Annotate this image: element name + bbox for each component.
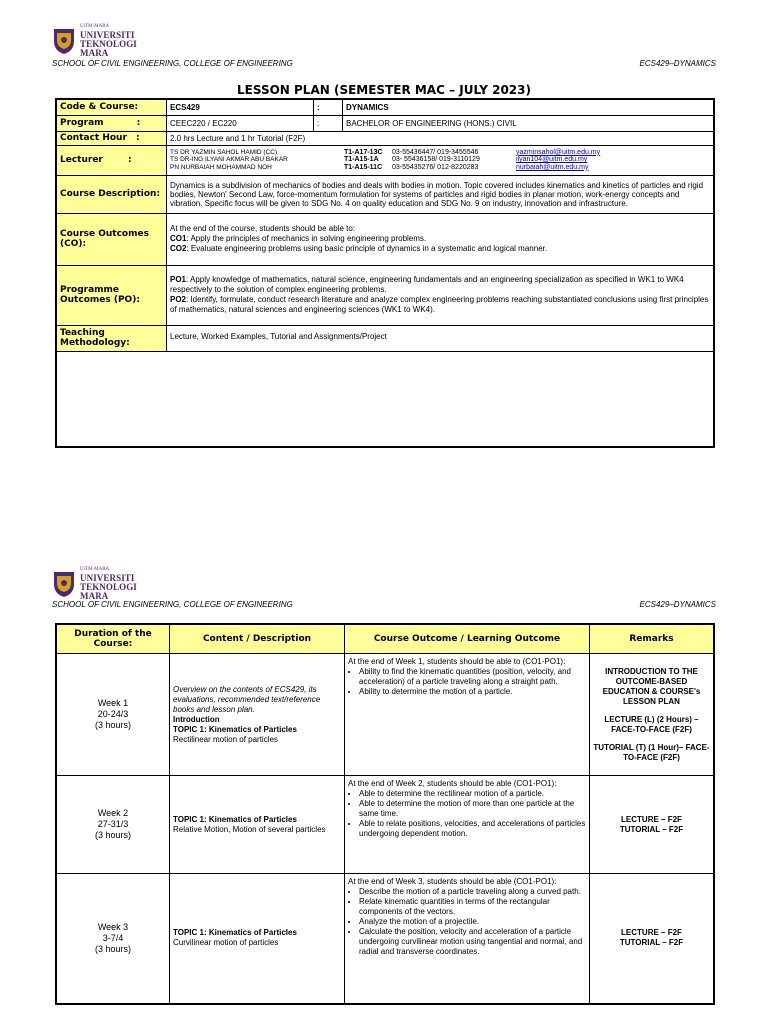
lecturer-room: T1-A17-13C	[344, 148, 383, 156]
lecturer-label: Lecturer :	[56, 145, 167, 175]
outcome-cell: At the end of Week 3, students should be able (CO1-PO1): • Describe the motion of a particle traveling along a curved path. • Relate kinematic quantities in terms of the rectangular components of the vectors. • Analyze the motion of a projectile. • Calculate the position, velocity and acceleration of a particle undergoing curvilinear motion using tangential and normal, and radial and transverse coordinates.	[345, 874, 590, 1004]
logo-top-text: UiTM·MARA	[80, 567, 110, 572]
content-cell: TOPIC 1: Kinematics of Particles Curvilinear motion of particles	[170, 874, 345, 1004]
course-code-header: ECS429–DYNAMICS	[639, 59, 716, 68]
lecturer-phone: 03- 55436158/ 019-3110129	[392, 156, 480, 164]
logo-top-text: UiTM·MARA	[80, 24, 110, 29]
list-item: • Able to determine the rectilinear motion of a particle.	[359, 789, 586, 799]
contact-label: Contact Hour :	[56, 131, 167, 145]
week-cell: Week 3 3-7/4 (3 hours)	[56, 874, 170, 1004]
week-cell: Week 1 20-24/3 (3 hours)	[56, 654, 170, 776]
outcome-cell: At the end of Week 2, students should be able (CO1-PO1): • Able to determine the rectilinear motion of a particle. • Able to determine the motion of more than one particle at the same time. • Able to relate positions, velocities, and accelerations of particles undergoing dependent motion.	[345, 776, 590, 874]
lecturer-room: T1-A15-11C	[344, 163, 383, 171]
lecturer-name: PN NURBAIAH MOHAMMAD NOH	[170, 163, 272, 171]
logo-line-3: MARA	[80, 48, 109, 58]
po-label: Programme Outcomes (PO):	[56, 265, 167, 325]
teaching-methodology: Lecture, Worked Examples, Tutorial and Assignments/Project	[167, 325, 715, 351]
lecturer-email-link[interactable]: nurbaiah@uitm.edu.my	[516, 163, 589, 171]
column-header: Duration of the Course:	[56, 624, 170, 654]
crest-icon	[52, 25, 76, 55]
course-name: DYNAMICS	[343, 99, 715, 115]
lecturer-phone: 03-55436447/ 019-3455546	[392, 148, 479, 156]
list-item: • Relate kinematic quantities in terms of the rectangular components of the vectors.	[359, 897, 586, 917]
colon: :	[314, 115, 343, 131]
table-row	[56, 654, 714, 776]
page-title: LESSON PLAN (SEMESTER MAC – JULY 2023)	[237, 83, 531, 97]
column-header: Remarks	[590, 624, 715, 654]
remarks-cell: LECTURE – F2F TUTORIAL – F2F	[590, 874, 715, 1004]
lecturer-email-link[interactable]: yazminsahol@uitm.edu.my	[516, 148, 601, 156]
colon: :	[314, 99, 343, 115]
course-code: ECS429	[167, 99, 314, 115]
lecturer-list	[170, 149, 710, 172]
list-item: • Able to determine the motion of more than one particle at the same time.	[359, 799, 586, 819]
lecturer-name: TS DR-ING ILYANI AKMAR ABU BAKAR	[170, 156, 288, 164]
logo-line-1: UNIVERSITI	[80, 30, 135, 40]
course-outcomes: At the end of the course, students should be able to: CO1: Apply the principles of mechanics in solving engineering problems. CO2: Evaluate engineering problems using basic principle of dynamics in a systematic and logical manner.	[167, 213, 715, 265]
list-item: • Able to relate positions, velocities, and accelerations of particles undergoing dependent motion.	[359, 819, 586, 839]
code-label: Code & Course:	[56, 99, 167, 115]
course-info-table	[55, 98, 715, 448]
programme-outcomes: PO1: Apply knowledge of mathematics, natural science, engineering fundamentals and an engineering specialization as specified in WK1 to WK4 respectively to the solution of complex engineering problems. PO2: Identify, formulate, conduct research literature and analyze complex engineering problems reaching substantiated conclusions using first principles of mathematics, natural sciences and engineering sciences (WK1 to WK4).	[167, 265, 715, 325]
list-item: • Calculate the position, velocity and acceleration of a particle undergoing curvilinear motion using tangential and normal, and radial and transverse coordinates.	[359, 927, 586, 957]
logo-line-3: MARA	[80, 591, 109, 601]
program-name: BACHELOR OF ENGINEERING (HONS.) CIVIL	[343, 115, 715, 131]
course-code-header: ECS429–DYNAMICS	[639, 600, 716, 609]
course-description: Dynamics is a subdivision of mechanics of bodies and deals with bodies in motion. Topic covered includes kinematics and kinetics of particles and rigid bodies, Newton' Second Law, force-momentum formulation for systems of particles and rigid bodies in planar motion, work-energy concepts and vibration. Specific focus will be given to SDG No. 4 on quality education and SDG No. 9 on industry, innovation and infrastructure.	[167, 175, 715, 213]
program-label: Program :	[56, 115, 167, 131]
list-item: • Describe the motion of a particle traveling along a curved path.	[359, 887, 586, 897]
content-cell: Overview on the contents of ECS429, its evaluations, recommended text/reference books and lesson plan. Introduction TOPIC 1: Kinematics of Particles Rectilinear motion of particles	[170, 654, 345, 776]
column-header: Course Outcome / Learning Outcome	[345, 624, 590, 654]
list-item: • Analyze the motion of a projectile.	[359, 917, 586, 927]
lecturer-room: T1-A15-1A	[344, 156, 379, 164]
school-name: SCHOOL OF CIVIL ENGINEERING, COLLEGE OF ENGINEERING	[52, 59, 293, 68]
lecturer-email-link[interactable]: ilyan104@uitm.edu.my	[516, 156, 588, 164]
table-row	[56, 776, 714, 874]
contact-hours: 2.0 hrs Lecture and 1 hr Tutorial (F2F)	[167, 131, 715, 145]
remarks-cell: INTRODUCTION TO THE OUTCOME-BASED EDUCATION & COURSE's LESSON PLAN LECTURE (L) (2 Hours) – FACE-TO-FACE (F2F) TUTORIAL (T) (1 Hour)– FACE-TO-FACE (F2F)	[590, 654, 715, 776]
list-item: • Ability to find the kinematic quantities (position, velocity, and acceleration) of a particle traveling along a straight path.	[359, 667, 586, 687]
lecturer-phone: 03-55435276/ 012-8220283	[392, 163, 479, 171]
university-logo	[52, 565, 137, 601]
university-logo	[52, 22, 137, 58]
page-header	[52, 600, 716, 609]
weekly-schedule-table	[55, 623, 715, 1005]
program-code: CEEC220 / EC220	[167, 115, 314, 131]
logo-line-1: UNIVERSITI	[80, 573, 135, 583]
table-row	[56, 874, 714, 1004]
content-cell: TOPIC 1: Kinematics of Particles Relative Motion, Motion of several particles	[170, 776, 345, 874]
lecturer-name: TS DR YAZMIN SAHOL HAMID (CC)	[170, 148, 278, 156]
list-item: • Ability to determine the motion of a particle.	[359, 687, 586, 697]
description-label: Course Description:	[56, 175, 167, 213]
methodology-label: Teaching Methodology:	[56, 325, 167, 351]
co-label: Course Outcomes (CO):	[56, 213, 167, 265]
logo-line-2: TEKNOLOGI	[80, 582, 137, 592]
remarks-cell: LECTURE – F2F TUTORIAL – F2F	[590, 776, 715, 874]
empty-row	[56, 351, 714, 447]
logo-line-2: TEKNOLOGI	[80, 39, 137, 49]
page-header	[52, 59, 716, 68]
week-cell: Week 2 27-31/3 (3 hours)	[56, 776, 170, 874]
column-header: Content / Description	[170, 624, 345, 654]
crest-icon	[52, 568, 76, 598]
school-name: SCHOOL OF CIVIL ENGINEERING, COLLEGE OF ENGINEERING	[52, 600, 293, 609]
outcome-cell: At the end of Week 1, students should be able to (CO1-PO1): • Ability to find the kinematic quantities (position, velocity, and acceleration) of a particle traveling along a straight path. • Ability to determine the motion of a particle.	[345, 654, 590, 776]
